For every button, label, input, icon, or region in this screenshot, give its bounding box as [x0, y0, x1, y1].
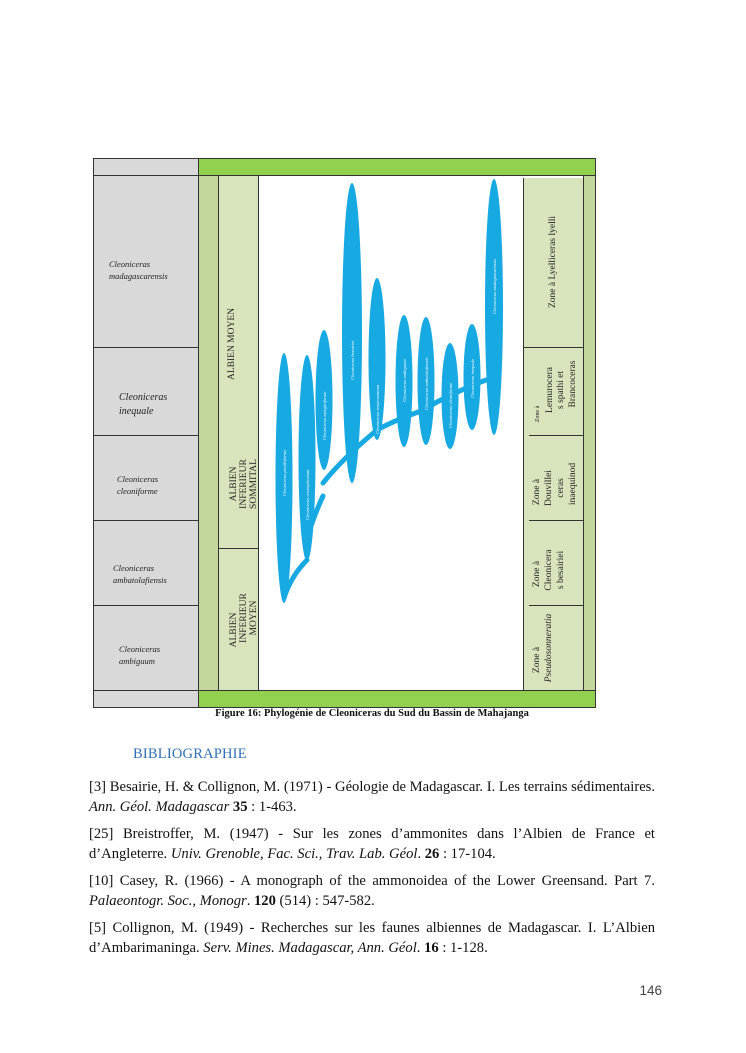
caption-text: Figure 16: Phylogénie de Cleoniceras du Sud du Bassin de Mahajanga [215, 708, 529, 719]
ref-year: (1947) [229, 826, 269, 842]
zone-besairiei-2: Cleonicera [544, 549, 554, 591]
zone-besairiei-1: Zone à [532, 560, 542, 588]
bottom-green-band [199, 691, 595, 707]
zone-douvillei-2: Douvillei [544, 470, 554, 506]
zone-lyelli: Zone à Lyelliceras lyelli [548, 215, 558, 309]
stage-albien-moyen: ALBIEN MOYEN [227, 307, 237, 381]
lineage-label-8: Cleoniceras cleoniforme [448, 382, 453, 428]
stage-inf-sommital-3: SOMMITAL [249, 459, 259, 509]
species-zone-2-line1: Cleoniceras [119, 392, 168, 403]
zone-besairiei-3: s besairiei [556, 550, 566, 590]
lineage-label-2: Cleoniceras crassiplicatum [305, 469, 310, 520]
ref-authors: Casey, R. [119, 873, 178, 889]
ref-pages: : 17-104. [442, 846, 496, 862]
reference-item: [3] Besairie, H. & Collignon, M. (1971) - Géologie de Madagascar. I. Les terrains sédimentaires. Ann. Géol. Madagascar 35 : 1-463. [89, 779, 655, 815]
zone-lemuro-2: Lemurocera [545, 367, 555, 413]
lineage-label-4: Cleoniceras besairiei [350, 340, 355, 380]
ref-title: Sur les zones d’ammonites dans l’Albien de France et d’Angleterre. [89, 826, 655, 862]
species-zone-5-line1: Cleoniceras [119, 644, 161, 654]
zone-pseudo-2: Pseudosonneratia [544, 613, 554, 683]
zone-douvillei-3: ceras [556, 478, 566, 498]
top-grey-cell [94, 159, 198, 175]
zone-lemuro-4: Brancoceras [568, 360, 578, 408]
ref-volume: 16 [424, 940, 439, 956]
ref-num: [25] [89, 826, 114, 842]
ref-num: [5] [89, 920, 107, 936]
ref-journal: Serv. Mines. Madagascar, Ann. Géol [203, 940, 417, 956]
lineage-label-3: Cleoniceras marginiforme [322, 391, 327, 440]
top-green-band [199, 159, 595, 175]
ref-year: (1966) [184, 873, 224, 889]
species-zone-1-line2: madagascarensis [109, 271, 168, 281]
ref-authors: Besairie, H. & Collignon, M. [109, 779, 281, 795]
bottom-grey-cell [94, 691, 198, 707]
species-zone-5-line2: ambiguum [119, 656, 155, 666]
zone-pseudo-1: Zone à [532, 646, 542, 674]
reference-item: [10] Casey, R. (1966) - A monograph of the ammonoidea of the Lower Greensand. Part 7. Palaeontogr. Soc., Monogr. 120 (514) : 547-582. [89, 873, 655, 909]
ref-authors: Collignon, M. [112, 920, 198, 936]
species-zone-3-line1: Cleoniceras [117, 474, 159, 484]
species-zone-1-line1: Cleoniceras [109, 259, 151, 269]
ref-year: (1971) [283, 779, 323, 795]
ref-journal: Univ. Grenoble, Fac. Sci., Trav. Lab. Géol [170, 846, 418, 862]
phylogeny-figure [93, 158, 596, 708]
species-zone-4-line1: Cleoniceras [113, 563, 155, 573]
ref-year: (1949) [204, 920, 244, 936]
ref-authors: Breistroffer, M. [122, 826, 221, 842]
lineage-label-9: Cleoniceras inequale [470, 358, 475, 398]
ref-volume: 35 [232, 799, 248, 815]
stage-inf-sommital-2: INFERIEUR [239, 459, 249, 509]
stage-inf-sommital-1: ALBIEN [229, 466, 239, 502]
lineage-label-10: Cleoniceras madagascarensis [492, 258, 497, 314]
ref-journal: Ann. Géol. Madagascar [89, 799, 230, 815]
ref-journal: Palaeontogr. Soc., Monogr [89, 893, 247, 909]
lineage-crassiplicatum [299, 355, 316, 561]
ref-volume: 120 [253, 893, 276, 909]
zone-douvillei-4: inaequinod [568, 462, 578, 506]
species-zone-3-line2: cleoniforme [117, 486, 158, 496]
ref-title: Géologie de Madagascar. I. Les terrains sédimentaires. [335, 779, 655, 795]
ref-num: [3] [89, 779, 107, 795]
ref-pages: : 1-463. [251, 799, 297, 815]
ref-num: [10] [89, 873, 114, 889]
stage-inf-moyen-1: ALBIEN [229, 612, 239, 648]
species-zone-4-line2: ambatolafiensis [113, 575, 167, 585]
lineage-label-1: Cleoniceras protibiforme [282, 449, 287, 496]
bibliography-heading: BIBLIOGRAPHIE [133, 746, 247, 762]
ref-title: A monograph of the ammonoidea of the Lower Greensand. Part 7. [240, 873, 655, 889]
reference-item: [5] Collignon, M. (1949) - Recherches sur les faunes albiennes de Madagascar. I. L’Albien d’Ambarimaninga. Serv. Mines. Madagascar, Ann. Géol. 16 : 1-128. [89, 920, 655, 956]
lineage-label-6: Cleoniceras ambiguum [402, 359, 407, 402]
lineage-label-5: Cleoniceras tenuicostatum [375, 384, 380, 434]
ref-pages: : 1-128. [442, 940, 488, 956]
lineage-label-7: Cleoniceras ambatolafiensis [424, 357, 429, 410]
reference-item: [25] Breistroffer, M. (1947) - Sur les zones d’ammonites dans l’Albien de France et d’Angleterre. Univ. Grenoble, Fac. Sci., Trav. Lab. Géol. 26 : 17-104. [89, 826, 655, 862]
stage-inf-moyen-3: MOYEN [249, 600, 259, 636]
ref-title: Recherches sur les faunes albiennes de Madagascar. I. L’Albien d’Ambarimaninga. [89, 920, 655, 956]
stage-inf-moyen-2: INFERIEUR [239, 593, 249, 643]
ref-volume: 26 [424, 846, 440, 862]
zone-douvillei-1: Zone à [532, 478, 542, 506]
ref-pages: (514) : 547-582. [279, 893, 375, 909]
zone-lemuro-1: Zone à [535, 405, 541, 423]
page-number: 146 [639, 983, 662, 998]
species-zone-2-line2: inequale [119, 406, 154, 417]
lineage-besairiei [342, 183, 362, 483]
zone-lemuro-3: s spathi et [556, 371, 566, 409]
figure-caption [0, 708, 746, 719]
